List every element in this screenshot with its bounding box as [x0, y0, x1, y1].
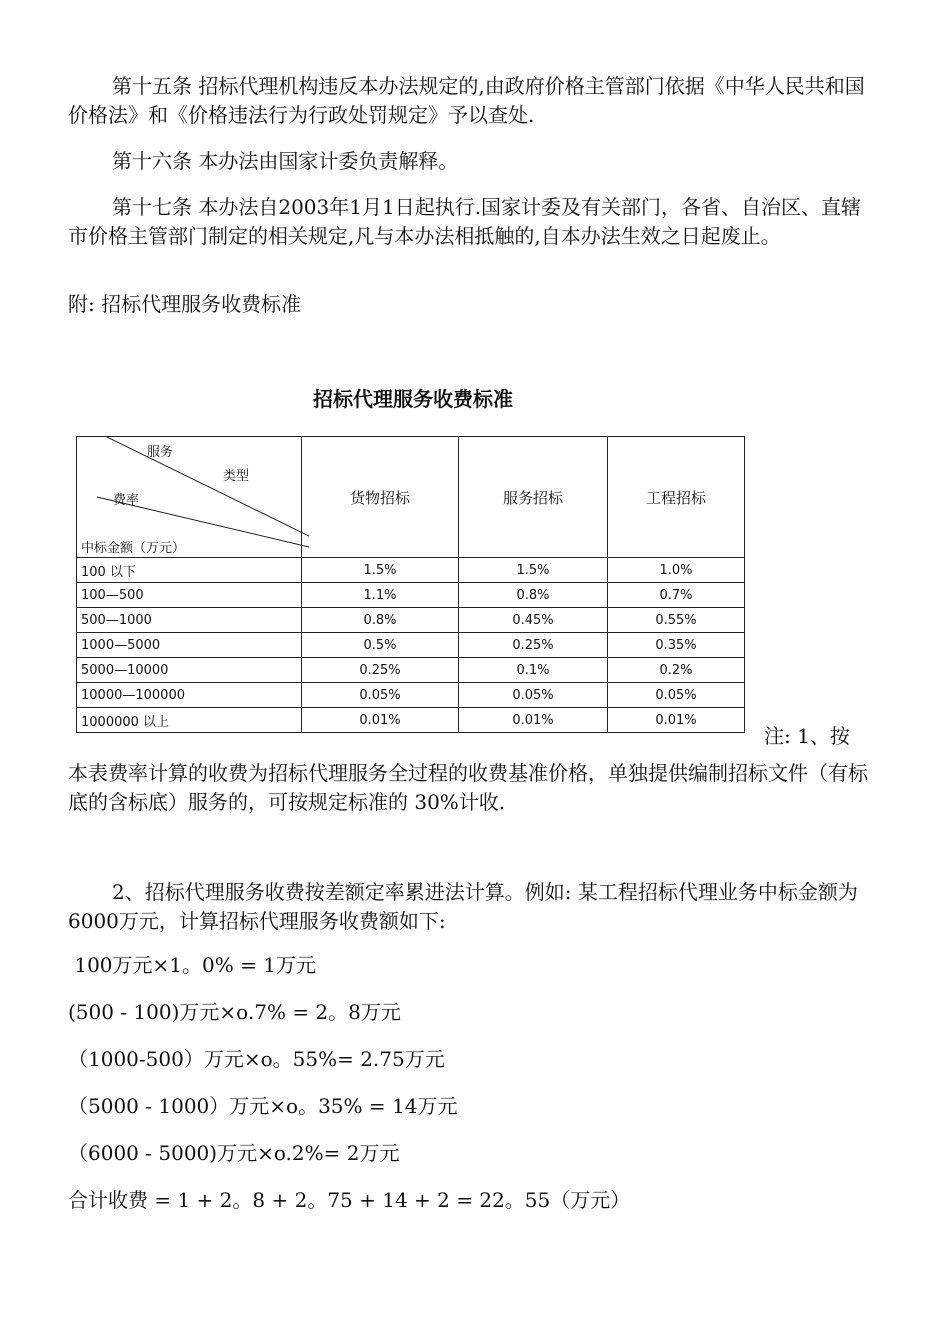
fee-table [76, 436, 745, 733]
goods-rate-cell: 1.1% [302, 583, 459, 608]
table-row [77, 633, 745, 658]
attachment-label: 附: 招标代理服务收费标准 [68, 292, 302, 316]
table-row [77, 708, 745, 733]
service-rate-cell: 0.25% [459, 633, 608, 658]
goods-rate-cell: 0.01% [302, 708, 459, 733]
calc-line: （1000-500）万元×o。55%= 2.75万元 [68, 1047, 445, 1071]
service-rate-cell: 0.8% [459, 583, 608, 608]
calc-line: （6000 - 5000)万元×o.2%= 2万元 [68, 1141, 400, 1165]
range-cell: 1000000 以上 [77, 708, 302, 733]
service-rate-cell: 0.1% [459, 658, 608, 683]
service-rate-cell: 0.01% [459, 708, 608, 733]
engineering-rate-cell: 0.55% [608, 608, 745, 633]
engineering-rate-cell: 0.35% [608, 633, 745, 658]
range-cell: 5000—10000 [77, 658, 302, 683]
service-rate-cell: 1.5% [459, 558, 608, 583]
engineering-rate-cell: 0.2% [608, 658, 745, 683]
table-row [77, 658, 745, 683]
service-rate-cell: 0.05% [459, 683, 608, 708]
header-amount-label: 中标金额（万元） [81, 541, 186, 556]
engineering-rate-cell: 0.01% [608, 708, 745, 733]
calc-total-line: 合计收费 = 1 + 2。8 + 2。75 + 14 + 2 = 22。55（万元） [68, 1188, 631, 1212]
article-16: 第十六条 本办法由国家计委负责解释。 [112, 149, 459, 173]
table-row [77, 608, 745, 633]
diagonal-header-cell [77, 437, 302, 558]
engineering-rate-cell: 0.05% [608, 683, 745, 708]
header-rate-label: 费率 [113, 493, 140, 508]
fee-table-title: 招标代理服务收费标准 [313, 387, 513, 411]
engineering-rate-cell: 0.7% [608, 583, 745, 608]
calc-line: 100万元×1。0% = 1万元 [68, 953, 316, 977]
goods-rate-cell: 1.5% [302, 558, 459, 583]
range-cell: 100 以下 [77, 558, 302, 583]
article-15: 第十五条 招标代理机构违反本办法规定的,由政府价格主管部门依据《中华人民共和国价格法》和《价格违法行为行政处罚规定》予以查处. [68, 74, 865, 127]
calc-line: （5000 - 1000）万元×o。35% = 14万元 [68, 1094, 458, 1118]
table-row [77, 583, 745, 608]
range-cell: 10000—100000 [77, 683, 302, 708]
table-row [77, 558, 745, 583]
header-service-label: 服务 [147, 445, 174, 460]
header-type-label: 类型 [223, 469, 250, 484]
engineering-rate-cell: 1.0% [608, 558, 745, 583]
service-rate-cell: 0.45% [459, 608, 608, 633]
note-1-start: 注: 1、按 [764, 724, 850, 748]
calc-line: (500 - 100)万元×o.7% = 2。8万元 [68, 1000, 401, 1024]
article-17: 第十七条 本办法自2003年1月1日起执行.国家计委及有关部门，各省、自治区、直辖市价格主管部门制定的相关规定,凡与本办法相抵触的,自本办法生效之日起废止。 [68, 195, 862, 248]
goods-rate-cell: 0.5% [302, 633, 459, 658]
goods-rate-cell: 0.05% [302, 683, 459, 708]
range-cell: 500—1000 [77, 608, 302, 633]
column-header-service: 服务招标 [459, 437, 608, 558]
note-1-body: 本表费率计算的收费为招标代理服务全过程的收费基准价格，单独提供编制招标文件（有标底的含标底）服务的，可按规定标准的 30%计收. [68, 761, 868, 814]
goods-rate-cell: 0.25% [302, 658, 459, 683]
column-header-goods: 货物招标 [302, 437, 459, 558]
note-2: 2、招标代理服务收费按差额定率累进法计算。例如: 某工程招标代理业务中标金额为6000万元，计算招标代理服务收费额如下: [68, 880, 858, 933]
table-row [77, 683, 745, 708]
range-cell: 100—500 [77, 583, 302, 608]
goods-rate-cell: 0.8% [302, 608, 459, 633]
column-header-engineering: 工程招标 [608, 437, 745, 558]
range-cell: 1000—5000 [77, 633, 302, 658]
table-header-row [77, 437, 745, 558]
